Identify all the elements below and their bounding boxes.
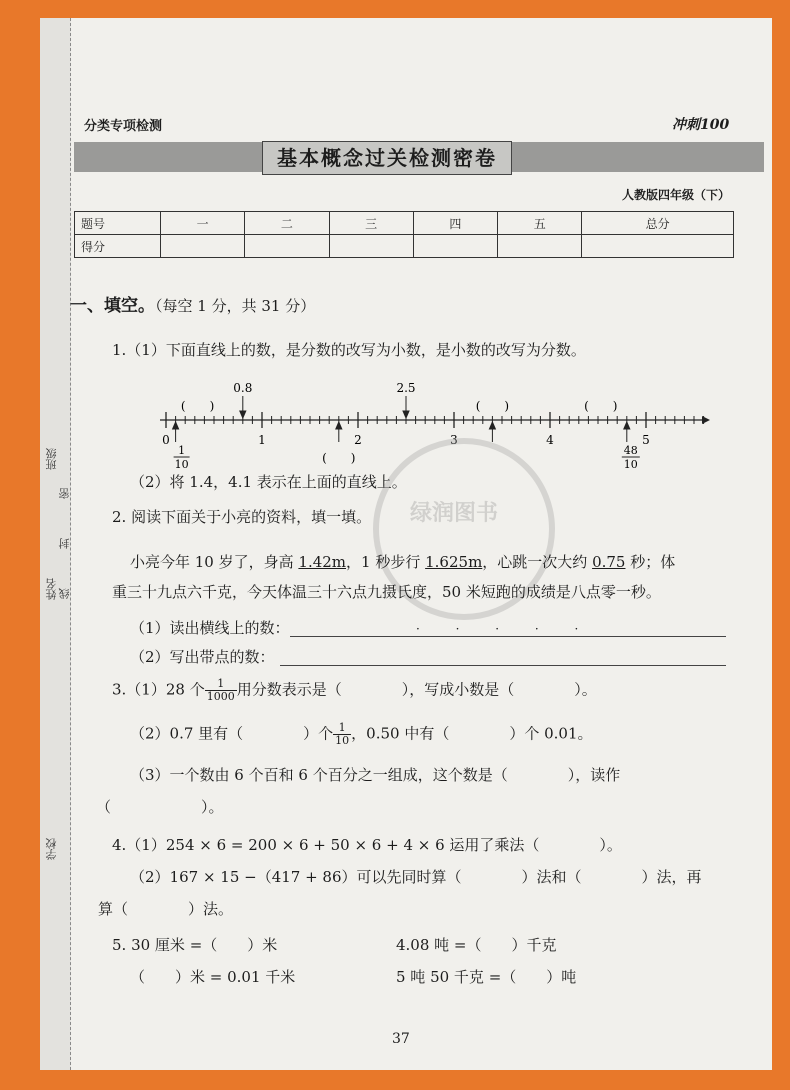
arrow-above-1 (240, 396, 246, 418)
spine-label-school: 学校 (45, 838, 58, 860)
q5-item-d: 5 吨 50 千克 =（ ）吨 (396, 968, 577, 986)
q3-line-1 (112, 678, 597, 703)
fraction-48-10-den: 10 (623, 458, 638, 468)
answer-line-2[interactable] (280, 665, 726, 666)
label-0-8: 0.8 (233, 381, 253, 395)
score-table-row (75, 235, 734, 258)
spine-label-seal2: 封 (58, 538, 71, 549)
fraction-num: 1 (333, 722, 351, 735)
q3-line-2 (130, 722, 593, 747)
tick-label-2: 2 (354, 433, 362, 447)
q4-line-2: （2）167 × 15 −（417 + 86）可以先同时算（ ）法和（ ）法，再 (130, 868, 702, 886)
tick-label-1: 1 (258, 433, 266, 447)
q2-text: ，心跳一次大约 (482, 553, 593, 571)
fraction-den: 1000 (206, 690, 235, 704)
arrow-head (624, 422, 630, 429)
arrow-below-2 (336, 422, 342, 442)
answer-bracket-2[interactable]: ( ) (475, 399, 510, 413)
q3-text: （2）0.7 里有（ ）个 (130, 724, 334, 743)
score-table-row (75, 212, 734, 235)
tick-label-3: 3 (450, 433, 458, 447)
score-cell[interactable] (413, 235, 497, 258)
q2-sentence-2: 重三十九点六千克，今天体温三十六点九摄氏度，50 米短跑的成绩是八点零一秒。 (112, 583, 661, 601)
page-title: 基本概念过关检测密卷 (262, 141, 512, 175)
q3-text: ，0.50 中有（ ）个 0.01。 (351, 724, 593, 743)
arrow-head (240, 411, 246, 418)
score-cell[interactable] (161, 235, 245, 258)
section-1-heading (70, 296, 315, 316)
fraction-1-1000 (205, 678, 237, 703)
score-table (74, 211, 734, 258)
exam-page (40, 18, 772, 1070)
q4-line-3: 算（ ）法。 (98, 900, 234, 918)
q5-item-c: （ ）米 = 0.01 千米 (130, 968, 296, 986)
emphasis-dots: · · · · · (416, 622, 595, 636)
q2-text: 小亮今年 10 岁了，身高 (130, 553, 299, 571)
arrow-head (336, 422, 342, 429)
binding-margin (40, 18, 71, 1070)
q2-sentence-1 (130, 553, 675, 571)
page-number: 37 (392, 1031, 410, 1047)
section-1-note: （每空 1 分，共 31 分） (155, 297, 316, 315)
arrow-above-2 (403, 396, 409, 418)
q3-text: 用分数表示是（ ），写成小数是（ ）。 (236, 680, 597, 699)
score-cell: 一 (161, 212, 245, 235)
q4-line-1: 4.（1）254 × 6 = 200 × 6 + 50 × 6 + 4 × 6 运用了乘法（ ）。 (112, 836, 622, 854)
q2-text: ，1 秒步行 (346, 553, 426, 571)
fraction-den: 10 (335, 734, 350, 748)
q3-text: 3.（1）28 个 (112, 680, 205, 699)
score-cell: 二 (245, 212, 329, 235)
watermark-text: 绿润图书 (410, 501, 499, 526)
tick-label-4: 4 (546, 433, 554, 447)
q5-item-b: 4.08 吨 =（ ）千克 (396, 936, 557, 954)
arrow-head (489, 422, 495, 429)
arrow-below-4 (624, 422, 630, 442)
fraction-1-10-num: 1 (178, 444, 186, 457)
spine-label-name: 姓名 (45, 578, 58, 600)
section-1-title: 一、填空。 (70, 296, 155, 316)
q3-line-3: （3）一个数由 6 个百和 6 个百分之一组成，这个数是（ ），读作 (130, 766, 621, 784)
spine-label-seal1: 密 (58, 488, 71, 499)
arrow-head (173, 422, 179, 429)
answer-bracket-3[interactable]: ( ) (322, 451, 356, 465)
arrow-below-3 (489, 422, 495, 442)
score-cell: 总分 (582, 212, 734, 235)
fraction-num: 1 (205, 678, 237, 691)
arrow-below-1 (173, 422, 179, 442)
fraction-48-10-num: 48 (623, 444, 638, 457)
q1-part1: 1.（1）下面直线上的数，是分数的改写为小数，是小数的改写为分数。 (112, 341, 586, 359)
edition-label: 人教版四年级（下） (621, 188, 730, 202)
tick-label-5: 5 (642, 433, 650, 447)
underlined-number: 0.75 (592, 553, 626, 571)
score-cell[interactable] (245, 235, 329, 258)
score-cell: 得分 (75, 235, 161, 258)
answer-bracket-1[interactable]: ( ) (180, 399, 215, 413)
q3-line-4: （ ）。 (96, 798, 224, 816)
arrow-head (403, 411, 409, 418)
score-cell[interactable] (498, 235, 582, 258)
answer-line-1[interactable] (290, 636, 726, 637)
q2-intro: 2. 阅读下面关于小亮的资料，填一填。 (112, 508, 372, 526)
fraction-1-10 (333, 722, 351, 747)
q5-item-a: 5. 30 厘米 =（ ）米 (112, 936, 278, 954)
score-cell: 四 (413, 212, 497, 235)
q1-part2: （2）将 1.4，4.1 表示在上面的直线上。 (130, 473, 407, 491)
score-cell: 五 (498, 212, 582, 235)
score-cell: 题号 (75, 212, 161, 235)
q2-read-prompt: （1）读出横线上的数： (130, 619, 290, 637)
series-label: 分类专项检测 (84, 119, 163, 134)
score-cell: 三 (329, 212, 413, 235)
q2-write-prompt: （2）写出带点的数： (130, 648, 275, 666)
underlined-number: 1.625m (425, 553, 483, 571)
fraction-1-10-den: 10 (174, 458, 189, 468)
spine-label-seal3: 线 (58, 588, 71, 599)
tick-label-0: 0 (162, 433, 170, 447)
answer-bracket-4[interactable]: ( ) (584, 399, 618, 413)
label-2-5: 2.5 (396, 381, 416, 395)
score-cell[interactable] (582, 235, 734, 258)
brand-logo: 冲刺100 (672, 117, 730, 133)
score-cell[interactable] (329, 235, 413, 258)
q2-text: 秒；体 (625, 553, 676, 571)
spine-label-class: 班级 (45, 448, 58, 470)
underlined-number: 1.42m (298, 553, 347, 571)
